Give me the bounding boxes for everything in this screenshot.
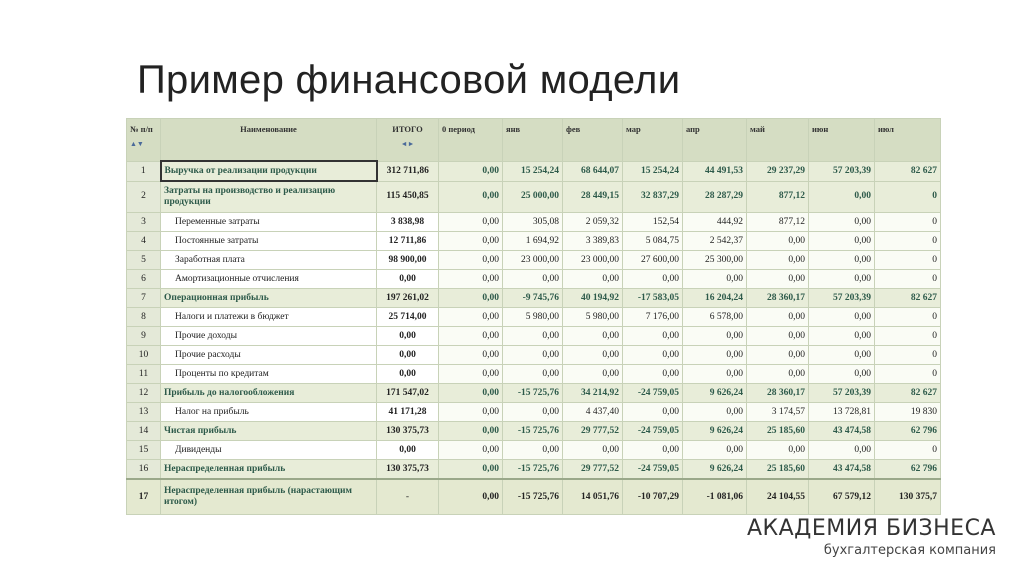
table-row[interactable] [127,161,941,181]
row-total-cell[interactable]: 0,00 [377,346,439,365]
column-header-jan[interactable]: янв [503,119,563,162]
brand-subtitle: бухгалтерская компания [823,543,996,558]
value-cell[interactable]: 0 [875,327,941,346]
value-cell[interactable]: 0,00 [439,181,503,213]
row-name-cell[interactable]: Проценты по кредитам [161,365,377,384]
value-cell[interactable]: 40 194,92 [563,289,623,308]
value-cell[interactable]: 0,00 [809,270,875,289]
value-cell[interactable]: 28 360,17 [747,384,809,403]
value-cell[interactable]: 877,12 [747,213,809,232]
value-cell[interactable]: -24 759,05 [623,422,683,441]
value-cell[interactable]: 29 237,29 [747,161,809,181]
value-cell[interactable]: 0,00 [683,365,747,384]
row-number-cell[interactable]: 8 [127,308,161,327]
value-cell[interactable]: 0,00 [439,270,503,289]
row-total-cell[interactable]: 115 450,85 [377,181,439,213]
value-cell[interactable]: 25 000,00 [503,181,563,213]
value-cell[interactable]: 25 185,60 [747,460,809,480]
value-cell[interactable]: 62 796 [875,460,941,480]
value-cell[interactable]: 130 375,7 [875,479,941,515]
value-cell[interactable]: 28 287,29 [683,181,747,213]
value-cell[interactable]: 0,00 [503,403,563,422]
row-name-cell[interactable]: Заработная плата [161,251,377,270]
header-row [127,119,941,162]
value-cell[interactable]: 0,00 [439,213,503,232]
value-cell[interactable]: 0,00 [623,403,683,422]
table-row[interactable] [127,327,941,346]
column-header-name[interactable]: Наименование [161,119,377,162]
value-cell[interactable]: 0,00 [563,365,623,384]
value-cell[interactable]: -17 583,05 [623,289,683,308]
value-cell[interactable]: -15 725,76 [503,422,563,441]
row-number-cell[interactable]: 6 [127,270,161,289]
value-cell[interactable]: 13 728,81 [809,403,875,422]
value-cell[interactable]: 2 059,32 [563,213,623,232]
value-cell[interactable]: 0,00 [809,308,875,327]
value-cell[interactable]: 4 437,40 [563,403,623,422]
row-name-cell[interactable]: Налоги и платежи в бюджет [161,308,377,327]
value-cell[interactable]: 0,00 [439,327,503,346]
row-number-cell[interactable]: 3 [127,213,161,232]
value-cell[interactable]: 0,00 [439,422,503,441]
table-row[interactable] [127,308,941,327]
value-cell[interactable]: 0,00 [439,460,503,480]
value-cell[interactable]: 57 203,39 [809,384,875,403]
value-cell[interactable]: 0,00 [503,327,563,346]
row-name-cell[interactable]: Нераспределенная прибыль (нарастающим итогом) [161,479,377,515]
value-cell[interactable]: 0,00 [439,346,503,365]
value-cell[interactable]: 0,00 [747,251,809,270]
row-total-cell[interactable]: 0,00 [377,327,439,346]
value-cell[interactable]: 32 837,29 [623,181,683,213]
row-number-cell[interactable]: 13 [127,403,161,422]
value-cell[interactable]: 5 084,75 [623,232,683,251]
value-cell[interactable]: 0,00 [623,365,683,384]
value-cell[interactable]: 0 [875,346,941,365]
row-total-cell[interactable]: 12 711,86 [377,232,439,251]
value-cell[interactable]: 0,00 [563,270,623,289]
value-cell[interactable]: 0,00 [623,441,683,460]
brand-name: АКАДЕМИЯ БИЗНЕСА [746,516,996,541]
value-cell[interactable]: -10 707,29 [623,479,683,515]
table-row[interactable] [127,403,941,422]
slide-title: Пример финансовой модели [137,58,681,102]
value-cell[interactable]: 0,00 [563,327,623,346]
value-cell[interactable]: 57 203,39 [809,289,875,308]
value-cell[interactable]: 0,00 [809,232,875,251]
value-cell[interactable]: 444,92 [683,213,747,232]
value-cell[interactable]: 15 254,24 [623,161,683,181]
value-cell[interactable]: 0,00 [439,384,503,403]
row-name-cell[interactable]: Постоянные затраты [161,232,377,251]
value-cell[interactable]: 0,00 [809,213,875,232]
row-total-cell[interactable]: 171 547,02 [377,384,439,403]
value-cell[interactable]: 0,00 [439,308,503,327]
value-cell[interactable]: 3 389,83 [563,232,623,251]
value-cell[interactable]: 25 300,00 [683,251,747,270]
value-cell[interactable]: 0,00 [439,161,503,181]
row-name-cell[interactable]: Нераспределенная прибыль [161,460,377,480]
row-name-cell[interactable]: Выручка от реализации продукции [161,161,377,181]
row-number-cell[interactable]: 15 [127,441,161,460]
table-row[interactable] [127,270,941,289]
row-name-cell[interactable]: Прочие расходы [161,346,377,365]
table-row[interactable] [127,441,941,460]
row-total-cell[interactable]: 130 375,73 [377,460,439,480]
value-cell[interactable]: 0 [875,232,941,251]
value-cell[interactable]: 0,00 [683,346,747,365]
value-cell[interactable]: 0,00 [747,232,809,251]
row-name-cell[interactable]: Дивиденды [161,441,377,460]
row-name-cell[interactable]: Амортизационные отчисления [161,270,377,289]
column-header-jun[interactable]: июн [809,119,875,162]
row-name-cell[interactable]: Чистая прибыль [161,422,377,441]
value-cell[interactable]: 43 474,58 [809,460,875,480]
value-cell[interactable]: 0,00 [809,441,875,460]
row-total-cell[interactable]: 98 900,00 [377,251,439,270]
table-row[interactable] [127,460,941,480]
value-cell[interactable]: 0,00 [439,479,503,515]
row-number-cell[interactable]: 14 [127,422,161,441]
row-number-cell[interactable]: 12 [127,384,161,403]
spreadsheet [126,118,937,507]
value-cell[interactable]: 82 627 [875,289,941,308]
column-header-period-0[interactable]: 0 период [439,119,503,162]
value-cell[interactable]: 9 626,24 [683,384,747,403]
row-number-cell[interactable]: 10 [127,346,161,365]
value-cell[interactable]: 0,00 [563,346,623,365]
value-cell[interactable]: 0 [875,441,941,460]
value-cell[interactable]: 0,00 [747,346,809,365]
value-cell[interactable]: 57 203,39 [809,161,875,181]
row-total-cell[interactable]: 130 375,73 [377,422,439,441]
sort-icon[interactable]: ▲▼ [130,140,144,148]
value-cell[interactable]: 0,00 [683,403,747,422]
table-row[interactable] [127,289,941,308]
brand-logo [747,516,996,558]
value-cell[interactable]: 0,00 [439,251,503,270]
value-cell[interactable]: 7 176,00 [623,308,683,327]
column-header-total-label: ИТОГО [392,124,423,134]
row-name-cell[interactable]: Операционная прибыль [161,289,377,308]
value-cell[interactable]: -15 725,76 [503,479,563,515]
table-row[interactable] [127,346,941,365]
table-body [127,161,941,515]
row-total-cell[interactable]: 312 711,86 [377,161,439,181]
row-number-cell[interactable]: 1 [127,161,161,181]
value-cell[interactable]: -15 725,76 [503,460,563,480]
value-cell[interactable]: 0 [875,365,941,384]
value-cell[interactable]: 62 796 [875,422,941,441]
table-row[interactable] [127,251,941,270]
row-name-cell[interactable]: Затраты на производство и реализацию продукции [161,181,377,213]
value-cell[interactable]: 305,08 [503,213,563,232]
table-row[interactable] [127,479,941,515]
row-total-cell[interactable]: 0,00 [377,365,439,384]
value-cell[interactable]: 9 626,24 [683,460,747,480]
value-cell[interactable]: 67 579,12 [809,479,875,515]
value-cell[interactable]: 0,00 [683,441,747,460]
table-row[interactable] [127,422,941,441]
value-cell[interactable]: 0,00 [809,181,875,213]
value-cell[interactable]: 16 204,24 [683,289,747,308]
value-cell[interactable]: 0,00 [439,403,503,422]
table-row[interactable] [127,181,941,213]
value-cell[interactable]: 0,00 [503,365,563,384]
row-total-cell[interactable]: 0,00 [377,270,439,289]
row-total-cell[interactable]: 3 838,98 [377,213,439,232]
column-header-num[interactable] [127,119,161,162]
row-name-cell[interactable]: Переменные затраты [161,213,377,232]
value-cell[interactable]: 0,00 [809,327,875,346]
value-cell[interactable]: 0 [875,213,941,232]
row-number-cell[interactable]: 11 [127,365,161,384]
value-cell[interactable]: 6 578,00 [683,308,747,327]
value-cell[interactable]: 5 980,00 [563,308,623,327]
value-cell[interactable]: 0,00 [809,346,875,365]
value-cell[interactable]: 82 627 [875,161,941,181]
column-header-may[interactable]: май [747,119,809,162]
value-cell[interactable]: -15 725,76 [503,384,563,403]
value-cell[interactable]: 0,00 [503,441,563,460]
value-cell[interactable]: 0,00 [439,232,503,251]
table-row[interactable] [127,213,941,232]
value-cell[interactable]: 0,00 [623,327,683,346]
row-number-cell[interactable]: 2 [127,181,161,213]
column-header-mar[interactable]: мар [623,119,683,162]
value-cell[interactable]: 877,12 [747,181,809,213]
value-cell[interactable]: 28 360,17 [747,289,809,308]
value-cell[interactable]: -9 745,76 [503,289,563,308]
table-row[interactable] [127,384,941,403]
value-cell[interactable]: 34 214,92 [563,384,623,403]
value-cell[interactable]: 3 174,57 [747,403,809,422]
value-cell[interactable]: 152,54 [623,213,683,232]
row-total-cell[interactable]: 0,00 [377,441,439,460]
value-cell[interactable]: 0,00 [503,270,563,289]
value-cell[interactable]: 0,00 [747,308,809,327]
value-cell[interactable]: -24 759,05 [623,460,683,480]
row-name-cell[interactable]: Прочие доходы [161,327,377,346]
column-header-num-label: № п/п [130,124,153,134]
value-cell[interactable]: 43 474,58 [809,422,875,441]
value-cell[interactable]: 14 051,76 [563,479,623,515]
value-cell[interactable]: 29 777,52 [563,422,623,441]
value-cell[interactable]: 0,00 [439,441,503,460]
column-header-apr[interactable]: апр [683,119,747,162]
value-cell[interactable]: 0,00 [747,365,809,384]
column-header-total[interactable] [377,119,439,162]
row-number-cell[interactable]: 9 [127,327,161,346]
row-total-cell[interactable]: - [377,479,439,515]
value-cell[interactable]: 0,00 [439,289,503,308]
value-cell[interactable]: 0,00 [623,346,683,365]
value-cell[interactable]: 0,00 [809,365,875,384]
value-cell[interactable]: 24 104,55 [747,479,809,515]
value-cell[interactable]: 0,00 [563,441,623,460]
row-number-cell[interactable]: 16 [127,460,161,480]
row-name-cell[interactable]: Налог на прибыль [161,403,377,422]
row-number-cell[interactable]: 4 [127,232,161,251]
column-header-jul[interactable]: июл [875,119,941,162]
row-total-cell[interactable]: 41 171,28 [377,403,439,422]
value-cell[interactable]: 0,00 [683,327,747,346]
table-row[interactable] [127,365,941,384]
value-cell[interactable]: -1 081,06 [683,479,747,515]
value-cell[interactable]: 5 980,00 [503,308,563,327]
row-name-cell[interactable]: Прибыль до налогообложения [161,384,377,403]
value-cell[interactable]: 0,00 [503,346,563,365]
row-number-cell[interactable]: 7 [127,289,161,308]
value-cell[interactable]: 0,00 [439,365,503,384]
value-cell[interactable]: 27 600,00 [623,251,683,270]
value-cell[interactable]: 1 694,92 [503,232,563,251]
value-cell[interactable]: 29 777,52 [563,460,623,480]
value-cell[interactable]: 68 644,07 [563,161,623,181]
value-cell[interactable]: 0,00 [747,270,809,289]
value-cell[interactable]: 0 [875,251,941,270]
value-cell[interactable]: 28 449,15 [563,181,623,213]
value-cell[interactable]: 0 [875,270,941,289]
value-cell[interactable]: 0 [875,308,941,327]
financial-model-table [126,118,941,515]
column-header-feb[interactable]: фев [563,119,623,162]
row-total-cell[interactable]: 197 261,02 [377,289,439,308]
value-cell[interactable]: 0,00 [683,270,747,289]
value-cell[interactable]: 23 000,00 [503,251,563,270]
table-row[interactable] [127,232,941,251]
value-cell[interactable]: 82 627 [875,384,941,403]
value-cell[interactable]: 0,00 [623,270,683,289]
value-cell[interactable]: 15 254,24 [503,161,563,181]
value-cell[interactable]: 25 185,60 [747,422,809,441]
row-number-cell[interactable]: 17 [127,479,161,515]
value-cell[interactable]: -24 759,05 [623,384,683,403]
value-cell[interactable]: 2 542,37 [683,232,747,251]
value-cell[interactable]: 23 000,00 [563,251,623,270]
value-cell[interactable]: 0,00 [809,251,875,270]
value-cell[interactable]: 0,00 [747,327,809,346]
value-cell[interactable]: 9 626,24 [683,422,747,441]
row-total-cell[interactable]: 25 714,00 [377,308,439,327]
row-number-cell[interactable]: 5 [127,251,161,270]
value-cell[interactable]: 44 491,53 [683,161,747,181]
collapse-expand-icon[interactable]: ◄► [400,140,415,148]
value-cell[interactable]: 0,00 [747,441,809,460]
value-cell[interactable]: 0 [875,181,941,213]
value-cell[interactable]: 19 830 [875,403,941,422]
